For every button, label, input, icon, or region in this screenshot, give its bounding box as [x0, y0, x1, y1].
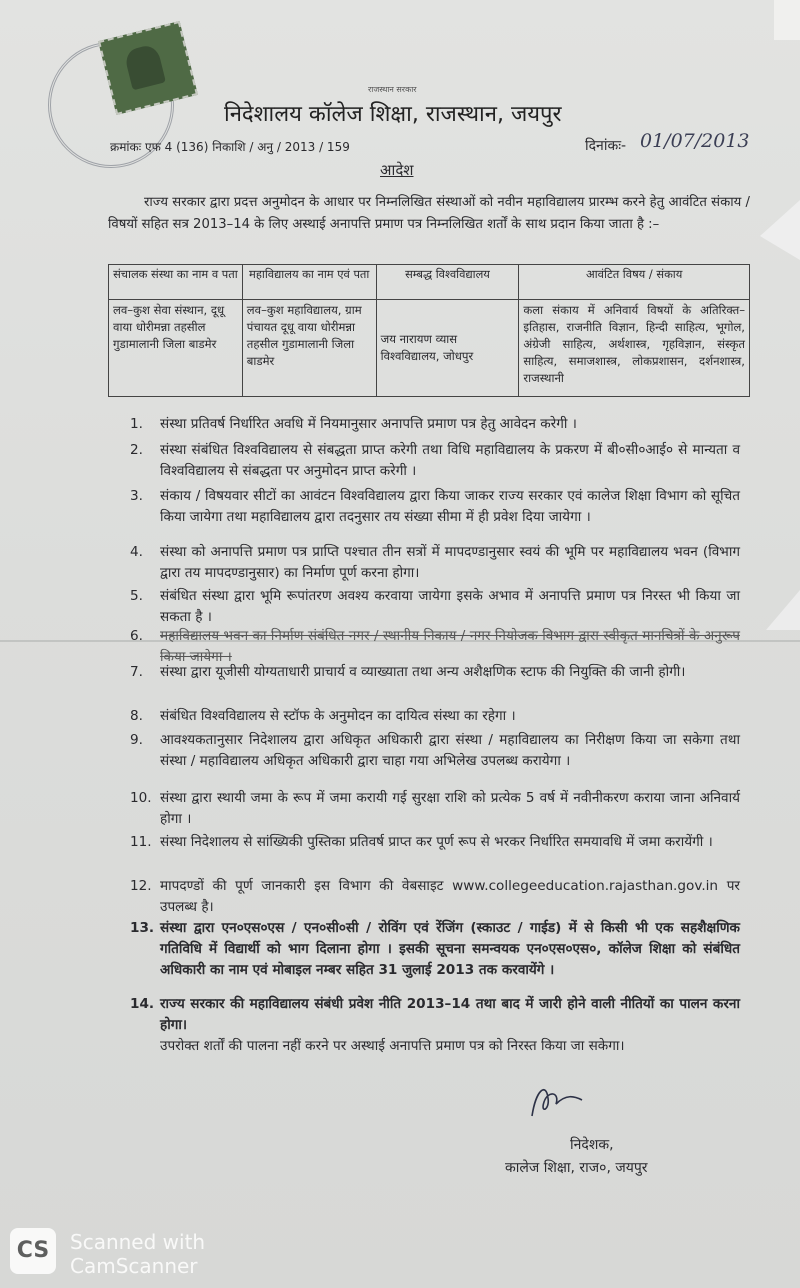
table-cell: लव–कुश सेवा संस्थान, दूधू वाया धोरीमन्ना तहसील गुडामालानी जिला बाडमेर [109, 300, 243, 397]
government-mark: राजस्थान सरकार [368, 85, 417, 94]
table-header-row [109, 265, 750, 300]
watermark-line: Scanned with [70, 1230, 206, 1254]
table-cell: जय नारायण व्यास विश्वविद्यालय, जोधपुर [376, 300, 519, 397]
table-row [109, 300, 750, 397]
list-item: 11. संस्था निदेशालय से सांख्यिकी पुस्तिका प्रतिवर्ष प्राप्त कर पूर्ण रूप से भरकर निर्धारित समयावधि में जमा करायेंगी । [130, 834, 713, 850]
watermark-line: CamScanner [70, 1254, 198, 1278]
institution-table [108, 264, 750, 397]
list-item: 3. संकाय / विषयवार सीटों का आवंटन विश्वविद्यालय द्वारा किया जाकर राज्य सरकार एवं कालेज शिक्षा विभाग को सूचित किया जायेगा तथा महाविद्यालय द्वारा तदनुसार तय संख्या सीमा में ही प्रवेश दिया जायेगा । [130, 488, 740, 525]
table-cell: कला संकाय में अनिवार्य विषयों के अतिरिक्त– इतिहास, राजनीति विज्ञान, हिन्दी साहित्य, भूगोल, अंग्रेजी साहित्य, अर्थशास्त्र, गृहविज्ञान, संस्कृत साहित्य, समाजशास्त्र, लोकप्रशासन, दर्शनशास्त्र, राजस्थानी [519, 300, 750, 397]
date-value: 01/07/2013 [640, 130, 750, 152]
table-header: आवंटित विषय / संकाय [519, 265, 750, 300]
closing-note: उपरोक्त शर्तों की पालना नहीं करने पर अस्थाई अनापत्ति प्रमाण पत्र को निरस्त किया जा सकेगा। [160, 1038, 625, 1054]
paper-corner [774, 0, 800, 40]
signature-mark [526, 1080, 586, 1124]
paper-corner [760, 200, 800, 260]
reference-number: क्रमांकः एफ 4 (136) निकाशि / अनु / 2013 / 159 [110, 140, 350, 154]
list-item: 1. संस्था प्रतिवर्ष निर्धारित अवधि में नियमानुसार अनापत्ति प्रमाण पत्र हेतु आवेदन करेगी । [130, 416, 577, 432]
paper-corner [766, 590, 800, 630]
list-item: 9. आवश्यकतानुसार निदेशालय द्वारा अधिकृत अधिकारी द्वारा संस्था / महाविद्यालय का निरीक्षण किया जा सकेगा तथा संस्था / महाविद्यालय अधिकृत अधिकारी द्वारा चाहा गया अभिलेख उपलब्ध करायेगा । [130, 732, 740, 769]
list-item: 14. राज्य सरकार की महाविद्यालय संबंधी प्रवेश नीति 2013–14 तथा बाद में जारी होने वाली नीतियों का पालन करना होगा। [130, 996, 740, 1033]
list-item: 2. संस्था संबंधित विश्वविद्यालय से संबद्धता प्राप्त करेगी तथा विधि महाविद्यालय के प्रकरण में बी०सी०आई० से मान्यता व विश्वविद्यालय से संबद्धता पर अनुमोदन प्राप्त करेगी । [130, 442, 740, 479]
list-item: 5. संबंधित संस्था द्वारा भूमि रूपांतरण अवश्य करवाया जायेगा इसके अभाव में अनापत्ति प्रमाण पत्र निरस्त भी किया जा सकता है । [130, 588, 740, 625]
list-item: 4. संस्था को अनापत्ति प्रमाण पत्र प्राप्ति पश्चात तीन सत्रों में मापदण्डानुसार स्वयं की भूमि पर महाविद्यालय भवन (विभाग द्वारा तय मापदण्डानुसार) का निर्माण पूर्ण करना होगा। [130, 544, 740, 581]
list-item: 6. महाविद्यालय भवन का निर्माण संबंधित नगर / स्थानीय निकाय / नगर नियोजक विभाग द्वारा स्वीकृत मानचित्रों के अनुरूप किया जायेगा । [130, 628, 740, 665]
list-item: 8. संबंधित विश्वविद्यालय से स्टॉफ के अनुमोदन का दायित्व संस्था का रहेगा । [130, 708, 516, 724]
table-cell: लव–कुश महाविद्यालय, ग्राम पंचायत दूधू वाया धोरीमन्ना तहसील गुडामालानी जिला बाडमेर [242, 300, 376, 397]
list-item: 13. संस्था द्वारा एन०एस०एस / एन०सी०सी / रोविंग एवं रेंजिंग (स्काउट / गाईड) में से किसी भी एक सहशैक्षणिक गतिविधि में विद्यार्थी को भाग दिलाना होगा । इसकी सूचना समन्वयक एन०एस०एस०, कॉलेज शिक्षा को संबंधित अधिकारी का नाम एवं मोबाइल नम्बर सहित 31 जुलाई 2013 तक करवायेंगे । [130, 920, 740, 978]
intro-paragraph: राज्य सरकार द्वारा प्रदत्त अनुमोदन के आधार पर निम्नलिखित संस्थाओं को नवीन महाविद्यालय प्रारम्भ करने हेतु आवंटित संकाय / विषयों सहित सत्र 2013–14 के लिए अस्थाई अनापत्ति प्रमाण पत्र निम्नलिखित शर्तों के साथ प्रदान किया जाता है :– [108, 195, 750, 232]
table-header: संचालक संस्था का नाम व पता [109, 265, 243, 300]
signatory-office: कालेज शिक्षा, राज०, जयपुर [505, 1160, 648, 1176]
list-item: 12. मापदण्डों की पूर्ण जानकारी इस विभाग की वेबसाइट www.collegeeducation.rajasthan.gov.in पर उपलब्ध है। [130, 878, 740, 915]
order-title: आदेश [380, 161, 414, 179]
list-item: 10. संस्था द्वारा स्थायी जमा के रूप में जमा करायी गई सुरक्षा राशि को प्रत्येक 5 वर्ष में नवीनीकरण कराया जाना अनिवार्य होगा । [130, 790, 740, 827]
postage-stamp [98, 21, 198, 115]
table-header: महाविद्यालय का नाम एवं पता [242, 265, 376, 300]
camscanner-logo-icon: CS [10, 1228, 56, 1274]
office-heading: निदेशालय कॉलेज शिक्षा, राजस्थान, जयपुर [224, 102, 562, 127]
signatory-title: निदेशक, [570, 1137, 614, 1153]
table-header: सम्बद्ध विश्वविद्यालय [376, 265, 519, 300]
date-label: दिनांकः- [585, 138, 627, 154]
list-item: 7. संस्था द्वारा यूजीसी योग्यताधारी प्राचार्य व व्याख्याता तथा अन्य अशैक्षणिक स्टाफ की नियुक्ति की जानी होगी। [130, 664, 686, 680]
